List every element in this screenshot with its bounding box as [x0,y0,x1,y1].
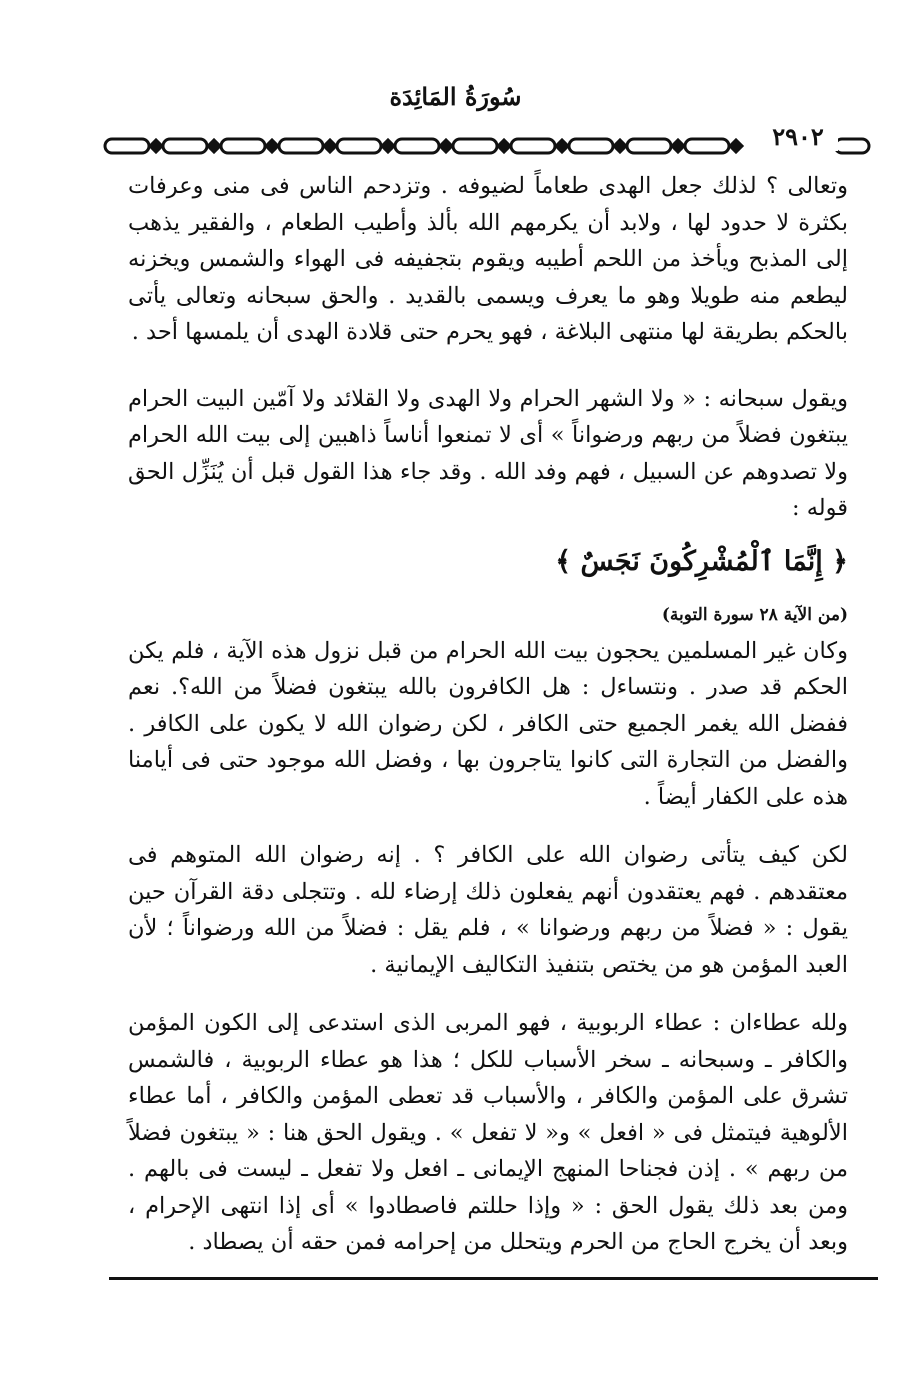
chain-diamond [730,140,742,152]
chain-link [221,139,265,153]
page-number: ٢٩٠٢ [758,122,838,151]
chain-diamond [382,140,394,152]
chain-diamond [440,140,452,152]
chain-diamond [672,140,684,152]
paragraph-3: وكان غير المسلمين يحجون بيت الله الحرام من قبل نزول هذه الآية ، فلم يكن الحكم قد صدر . ونتساءل : هل الكافرون بالله يبتغون فضلاً من الله؟. نعم ففضل الله يغمر الجميع حتى الكافر ، لكن رضوان الله لا يكون على الكافر . والفضل من التجارة التى كانوا يتاجرون بها ، وفضل الله موجود حتى فى أيامنا هذه على الكفار أيضاً . [128,637,848,810]
chain-link [105,139,149,153]
chain-link [395,139,439,153]
verse-reference [128,603,848,627]
chain-link [163,139,207,153]
paragraph-1: وتعالى ؟ لذلك جعل الهدى طعاماً لضيوفه . وتزدحم الناس فى منى وعرفات بكثرة لا حدود لها ، ولابد أن يكرمهم الله بألذ وأطيب الطعام ، والفقير يذهب إلى المذبح ويأخذ من اللحم أطيبه ويقوم بتجفيفه فى الهواء والشمس ويخزنه ليطعم منه طويلا وهو ما يعرف ويسمى بالقديد . والحق سبحانه وتعالى يأتى بالحكم بطريقة لها منتهى البلاغة ، فهو يحرم حتى قلادة الهدى أن يلمسها أحد . [128,173,848,345]
chain-link [835,139,869,153]
chain-link [453,139,497,153]
quran-verse: ﴿ إِنَّمَا ٱلْمُشْرِكُونَ نَجَسٌ ﴾ [555,545,848,577]
paragraph-4: لكن كيف يتأتى رضوان الله على الكافر ؟ . إنه رضوان الله المتوهم فى معتقدهم . فهم يعتقدون أنهم يفعلون ذلك إرضاء لله . وتتجلى دقة القرآن حين يقول : « فضلاً من ربهم ورضوانا » ، فلم يقل : فضلاً من الله ورضواناً ؛ لأن العبد المؤمن هو من يختص بتنفيذ التكاليف الإيمانية . [128,842,848,978]
main-text [128,168,848,1261]
chain-link [685,139,729,153]
chain-diamond [324,140,336,152]
chain-diamond [614,140,626,152]
chain-link [511,139,555,153]
chain-link [569,139,613,153]
chain-diamond [266,140,278,152]
chain-diamond [150,140,162,152]
verse-reference-text: (من الآية ٢٨ سورة التوبة) [661,604,848,625]
paragraph-2: ويقول سبحانه : « ولا الشهر الحرام ولا الهدى ولا القلائد ولا آمّين البيت الحرام يبتغون فضلاً من ربهم ورضواناً » أى لا تمنعوا أناساً ذاهبين إلى بيت الله الحرام ولا تصدوهم عن السبيل ، فهم وفد الله . وقد جاء هذا القول قبل أن يُنَزِّل الحق قوله : [128,385,848,521]
chain-link [627,139,671,153]
surah-title: سُورَةُ المَائِدَة [389,82,522,111]
chain-diamond [556,140,568,152]
footer-rule [109,1277,878,1280]
chain-link [337,139,381,153]
chain-diamond [498,140,510,152]
paragraph-5: ولله عطاءان : عطاء الربوبية ، فهو المربى الذى استدعى إلى الكون المؤمن والكافر ـ وسبحانه ـ سخر الأسباب للكل ؛ هذا هو عطاء الربوبية ، فالشمس تشرق على المؤمن والكافر ، والأسباب قد تعطى المؤمن والكافر ، أما عطاء الألوهية فيتمثل فى « افعل » و« لا تفعل » . ويقول الحق هنا : « يبتغون فضلاً من ربهم » . إذن فجناحا المنهج الإيمانى ـ افعل ولا تفعل ـ ليست فى بالهم . ومن بعد ذلك يقول الحق : « وإذا حللتم فاصطادوا » أى إذا انتهى الإحرام ، وبعد أن يخرج الحاج من الحرم ويتحلل من إحرامه فمن حقه أن يصطاد . [128,1010,848,1255]
chain-diamond [208,140,220,152]
chain-link [279,139,323,153]
